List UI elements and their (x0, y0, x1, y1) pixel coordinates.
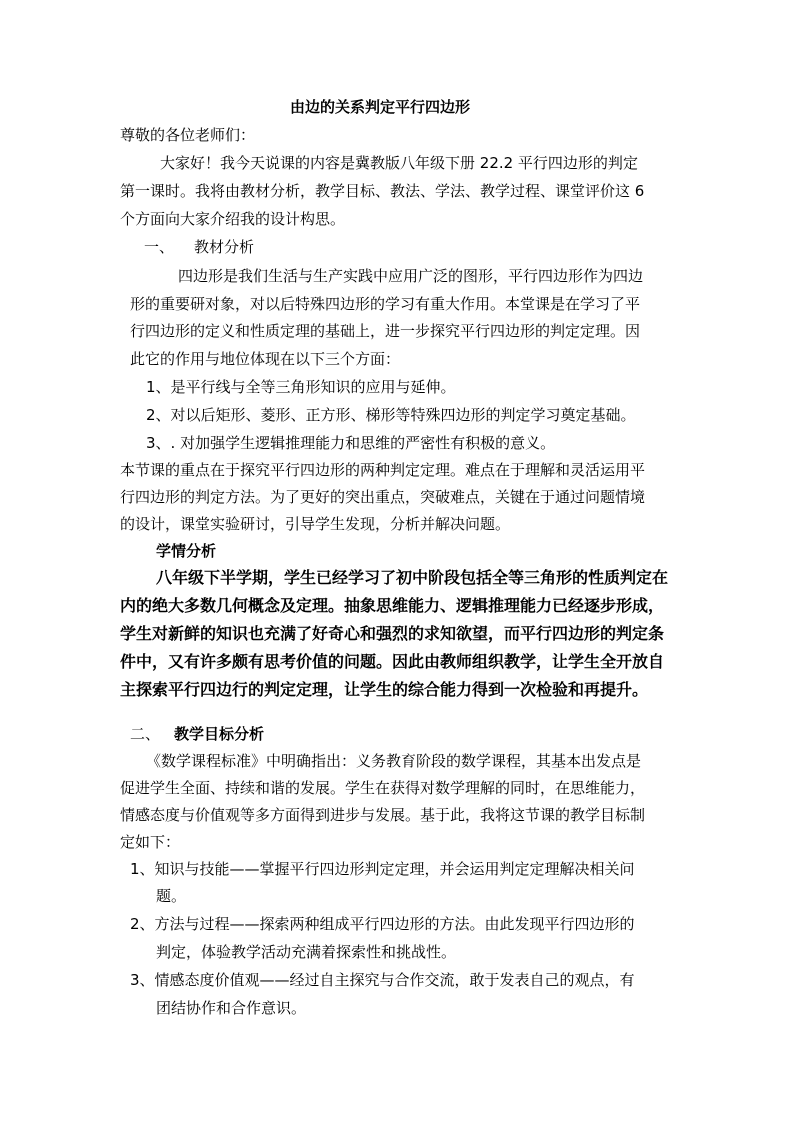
section1-focus-line-1: 本节课的重点在于探究平行四边形的两种判定定理。难点在于理解和灵活运用平 (120, 461, 646, 479)
section2-paragraph-line-3: 情感态度与价值观等多方面得到进步与发展。基于此，我将这节课的教学目标制 (120, 806, 646, 824)
student-analysis-line-1: 八年级下半学期，学生已经学习了初中阶段包括全等三角形的性质判定在 (156, 568, 669, 587)
section2-paragraph-line-1: 《数学课程标准》中明确指出：义务教育阶段的数学课程，其基本出发点是 (146, 752, 642, 770)
intro-line-1: 大家好！我今天说课的内容是冀教版八年级下册 22.2 平行四边形的判定 (160, 154, 638, 172)
student-analysis-line-2: 内的绝大多数几何概念及定理。抽象思维能力、逻辑推理能力已经逐步形成， (120, 596, 665, 615)
section2-paragraph-line-4: 定如下： (120, 833, 181, 851)
intro-line-2: 第一课时。我将由教材分析，教学目标、教法、学法、教学过程、课堂评价这 6 (120, 182, 645, 200)
section1-list-item-1: 1、是平行线与全等三角形知识的应用与延伸。 (146, 378, 456, 396)
section1-list-item-2: 2、对以后矩形、菱形、正方形、梯形等特殊四边形的判定学习奠定基础。 (146, 406, 636, 424)
student-analysis-heading: 学情分析 (156, 542, 217, 560)
section1-paragraph-line-1: 四边形是我们生活与生产实践中应用广泛的图形，平行四边形作为四边 (178, 267, 644, 285)
section1-number: 一、 (144, 238, 175, 256)
goal-1-line-1: 1、知识与技能——掌握平行四边形判定定理，并会运用判定定理解决相关问 (130, 860, 635, 878)
goal-3-line-1: 3、情感态度价值观——经过自主探究与合作交流，敢于发表自己的观点，有 (130, 971, 635, 989)
section1-paragraph-line-2: 形的重要研对象，对以后特殊四边形的学习有重大作用。本堂课是在学习了平 (130, 295, 641, 313)
section1-paragraph-line-4: 此它的作用与地位体现在以下三个方面： (130, 350, 401, 368)
student-analysis-line-3: 学生对新鲜的知识也充满了好奇心和强烈的求知欲望，而平行四边形的判定条 (120, 624, 665, 643)
section2-number: 二、 (130, 725, 161, 743)
section1-paragraph-line-3: 行四边形的定义和性质定理的基础上，进一步探究平行四边形的判定定理。因 (130, 322, 641, 340)
section1-focus-line-3: 的设计，课堂实验研讨，引导学生发现，分析并解决问题。 (120, 515, 511, 533)
section1-list-item-3: 3、. 对加强学生逻辑推理能力和思维的严密性有积极的意义。 (146, 434, 556, 452)
intro-line-3: 个方面向大家介绍我的设计构思。 (120, 210, 346, 228)
section1-heading: 教材分析 (194, 238, 255, 256)
section2-heading: 教学目标分析 (174, 725, 265, 743)
section2-paragraph-line-2: 促进学生全面、持续和谐的发展。学生在获得对数学理解的同时，在思维能力， (120, 779, 646, 797)
goal-2-line-2: 判定，体验教学活动充满着探索性和挑战性。 (156, 943, 457, 961)
section1-focus-line-2: 行四边形的判定方法。为了更好的突出重点，突破难点，关键在于通过问题情境 (120, 488, 646, 506)
goal-3-line-2: 团结协作和合作意识。 (156, 999, 307, 1017)
student-analysis-line-5: 主探索平行四边行的判定定理，让学生的综合能力得到一次检验和再提升。 (120, 680, 649, 699)
goal-2-line-1: 2、方法与过程——探索两种组成平行四边形的方法。由此发现平行四边形的 (130, 915, 635, 933)
document-title: 由边的关系判定平行四边形 (290, 98, 471, 116)
greeting: 尊敬的各位老师们： (120, 126, 256, 144)
goal-1-line-2: 题。 (156, 887, 187, 905)
student-analysis-line-4: 件中，又有许多颇有思考价值的问题。因此由教师组织教学，让学生全开放自 (120, 652, 665, 671)
